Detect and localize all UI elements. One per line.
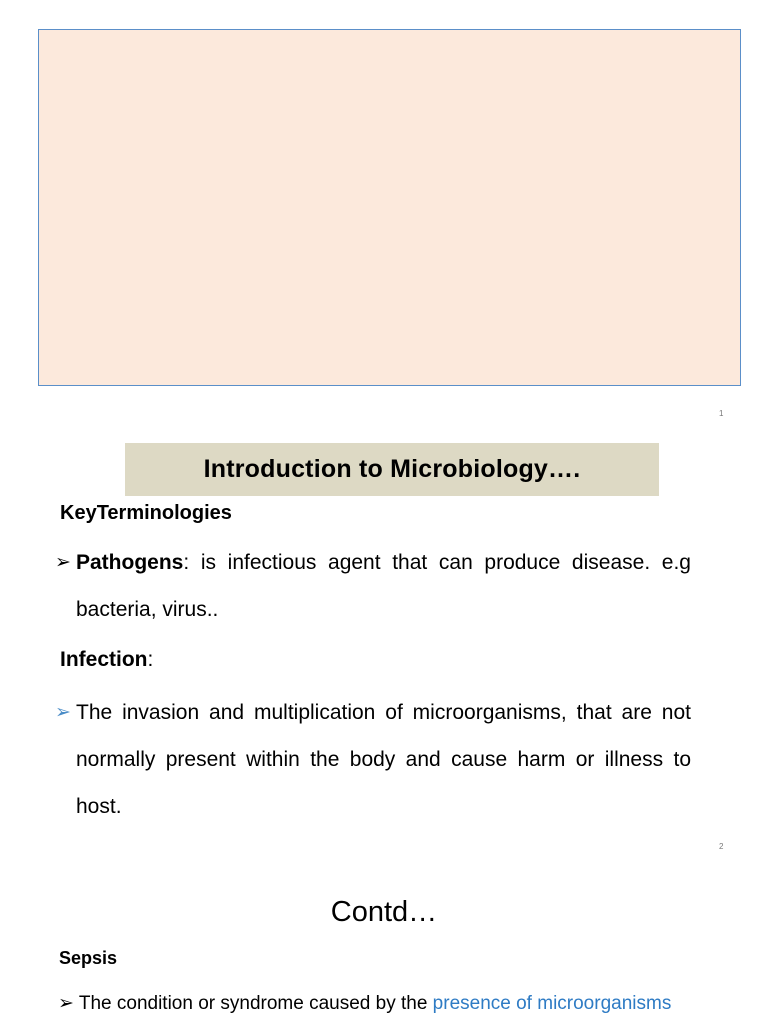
blank-slide-panel [38, 29, 741, 386]
bullet-item-infection [55, 689, 691, 830]
term-definition: : is infectious agent that can produce disease. e.g bacteria, virus.. [76, 551, 691, 621]
slide-title: Contd… [330, 896, 438, 928]
bullet-text: The condition or syndrome caused by the [78, 993, 433, 1014]
term-label: Infection [60, 648, 148, 671]
arrow-bullet-icon: ➢ [58, 993, 74, 1014]
infection-heading: Infection: [60, 648, 154, 671]
page-number: 2 [719, 842, 724, 851]
section-subheading: KeyTerminologies [60, 502, 232, 524]
arrow-bullet-icon: ➢ [55, 702, 71, 723]
section-subheading: Sepsis [59, 948, 118, 968]
term-label: Pathogens [76, 551, 184, 574]
arrow-bullet-icon: ➢ [55, 552, 71, 573]
slide-title: Introduction to Microbiology…. [203, 455, 581, 483]
bullet-item-sepsis [58, 992, 671, 1015]
highlighted-text: presence of microorganisms [432, 993, 672, 1014]
bullet-item-pathogens [55, 539, 691, 633]
bullet-text [55, 539, 691, 633]
page-number: 1 [719, 409, 724, 418]
slide-title-band [125, 443, 659, 496]
bullet-text: The invasion and multiplication of microorganisms, that are not normally present within the body and cause harm or illness to host. [76, 701, 691, 818]
